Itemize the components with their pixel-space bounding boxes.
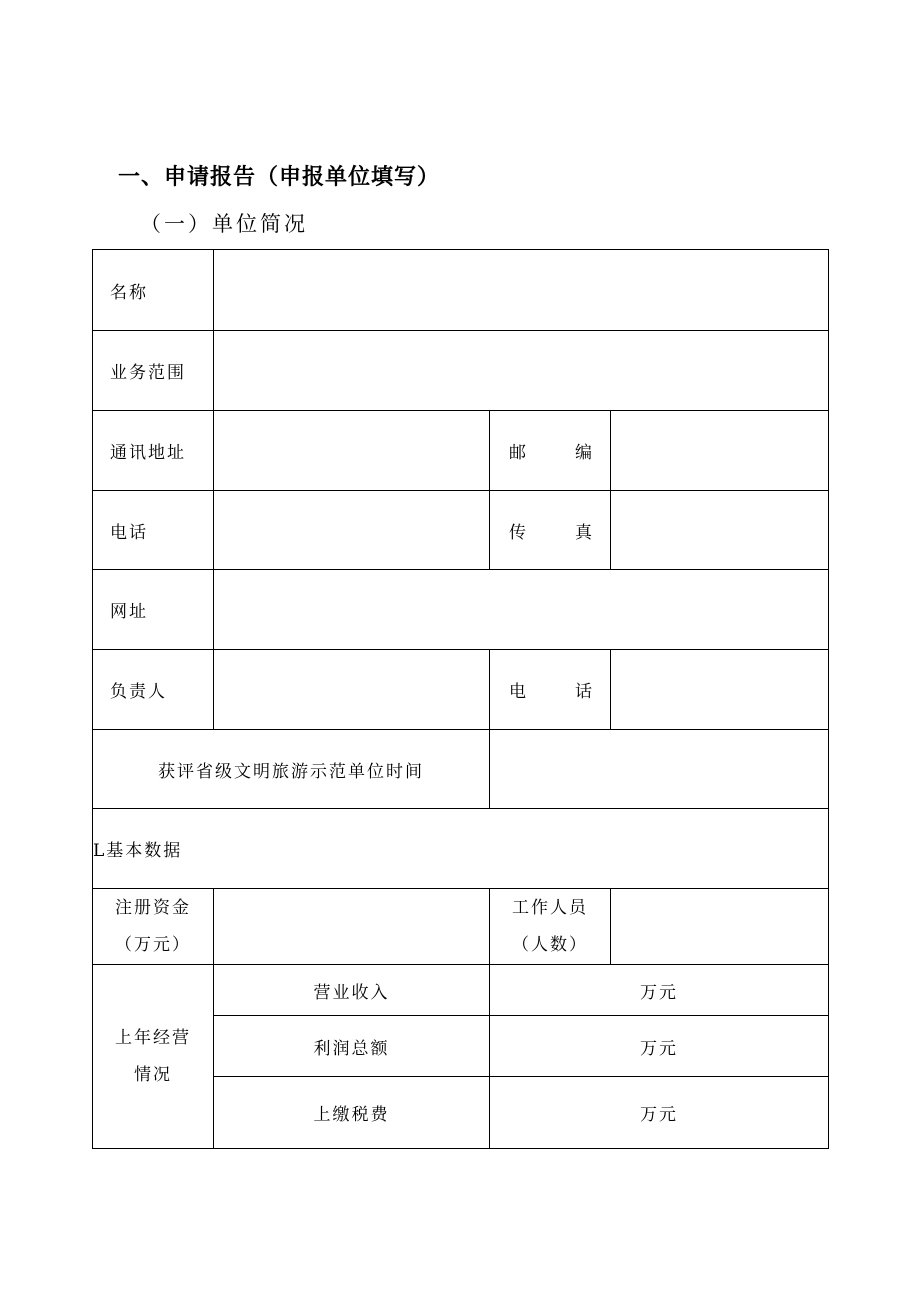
fax-field[interactable] [611, 491, 829, 570]
fax-label [490, 491, 611, 570]
fax-label-a: 传 [509, 522, 526, 543]
name-field[interactable] [214, 250, 829, 331]
revenue-value-field[interactable]: 万元 [490, 965, 829, 1016]
postcode-label [490, 411, 611, 491]
table-row-business-scope [93, 331, 829, 411]
tax-value-field[interactable]: 万元 [490, 1077, 829, 1149]
website-label: 网址 [93, 570, 214, 650]
leader-field[interactable] [214, 650, 490, 730]
business-scope-field[interactable] [214, 331, 829, 411]
leader-label: 负责人 [93, 650, 214, 730]
last-year-operation-label [93, 965, 214, 1149]
leader-phone-field[interactable] [611, 650, 829, 730]
section-subheading: （一）单位简况 [140, 212, 308, 236]
table-row-award-time [93, 730, 829, 809]
table-row-website [93, 570, 829, 650]
business-scope-label: 业务范围 [93, 331, 214, 411]
staff-label [490, 889, 611, 965]
unit-profile-table [92, 249, 829, 1149]
leader-phone-label-a: 电 [509, 682, 526, 702]
award-time-label: 获评省级文明旅游示范单位时间 [93, 730, 490, 809]
table-row-basic-data [93, 809, 829, 889]
fax-label-b: 真 [575, 522, 592, 543]
address-field[interactable] [214, 411, 490, 491]
registered-capital-field[interactable] [214, 889, 490, 965]
phone-field[interactable] [214, 491, 490, 570]
table-row-revenue [93, 965, 829, 1016]
profit-label: 利润总额 [214, 1016, 490, 1077]
award-time-field[interactable] [490, 730, 829, 809]
staff-unit: （人数） [512, 934, 588, 955]
postcode-field[interactable] [611, 411, 829, 491]
table-row-capital-staff [93, 889, 829, 965]
postcode-label-a: 邮 [509, 443, 526, 463]
profit-value-field[interactable]: 万元 [490, 1016, 829, 1077]
last-year-label-line2: 情况 [134, 1064, 172, 1085]
phone-label: 电话 [93, 491, 214, 570]
basic-data-label: L基本数据 [93, 809, 829, 889]
leader-phone-label-b: 话 [575, 682, 592, 702]
leader-phone-label [490, 650, 611, 730]
table-row-name [93, 250, 829, 331]
postcode-label-b: 编 [575, 443, 592, 463]
address-label: 通讯地址 [93, 411, 214, 491]
table-row-address [93, 411, 829, 491]
staff-text: 工作人员 [512, 897, 588, 918]
tax-label: 上缴税费 [214, 1077, 490, 1149]
staff-field[interactable] [611, 889, 829, 965]
name-label: 名称 [93, 250, 214, 331]
registered-capital-unit: （万元） [115, 934, 191, 955]
registered-capital-label [93, 889, 214, 965]
website-field[interactable] [214, 570, 829, 650]
registered-capital-text: 注册资金 [115, 897, 191, 918]
revenue-label: 营业收入 [214, 965, 490, 1016]
last-year-label-line1: 上年经营 [115, 1027, 191, 1048]
section-heading: 一、申请报告（申报单位填写） [118, 165, 441, 190]
table-row-leader [93, 650, 829, 730]
table-row-phone [93, 491, 829, 570]
